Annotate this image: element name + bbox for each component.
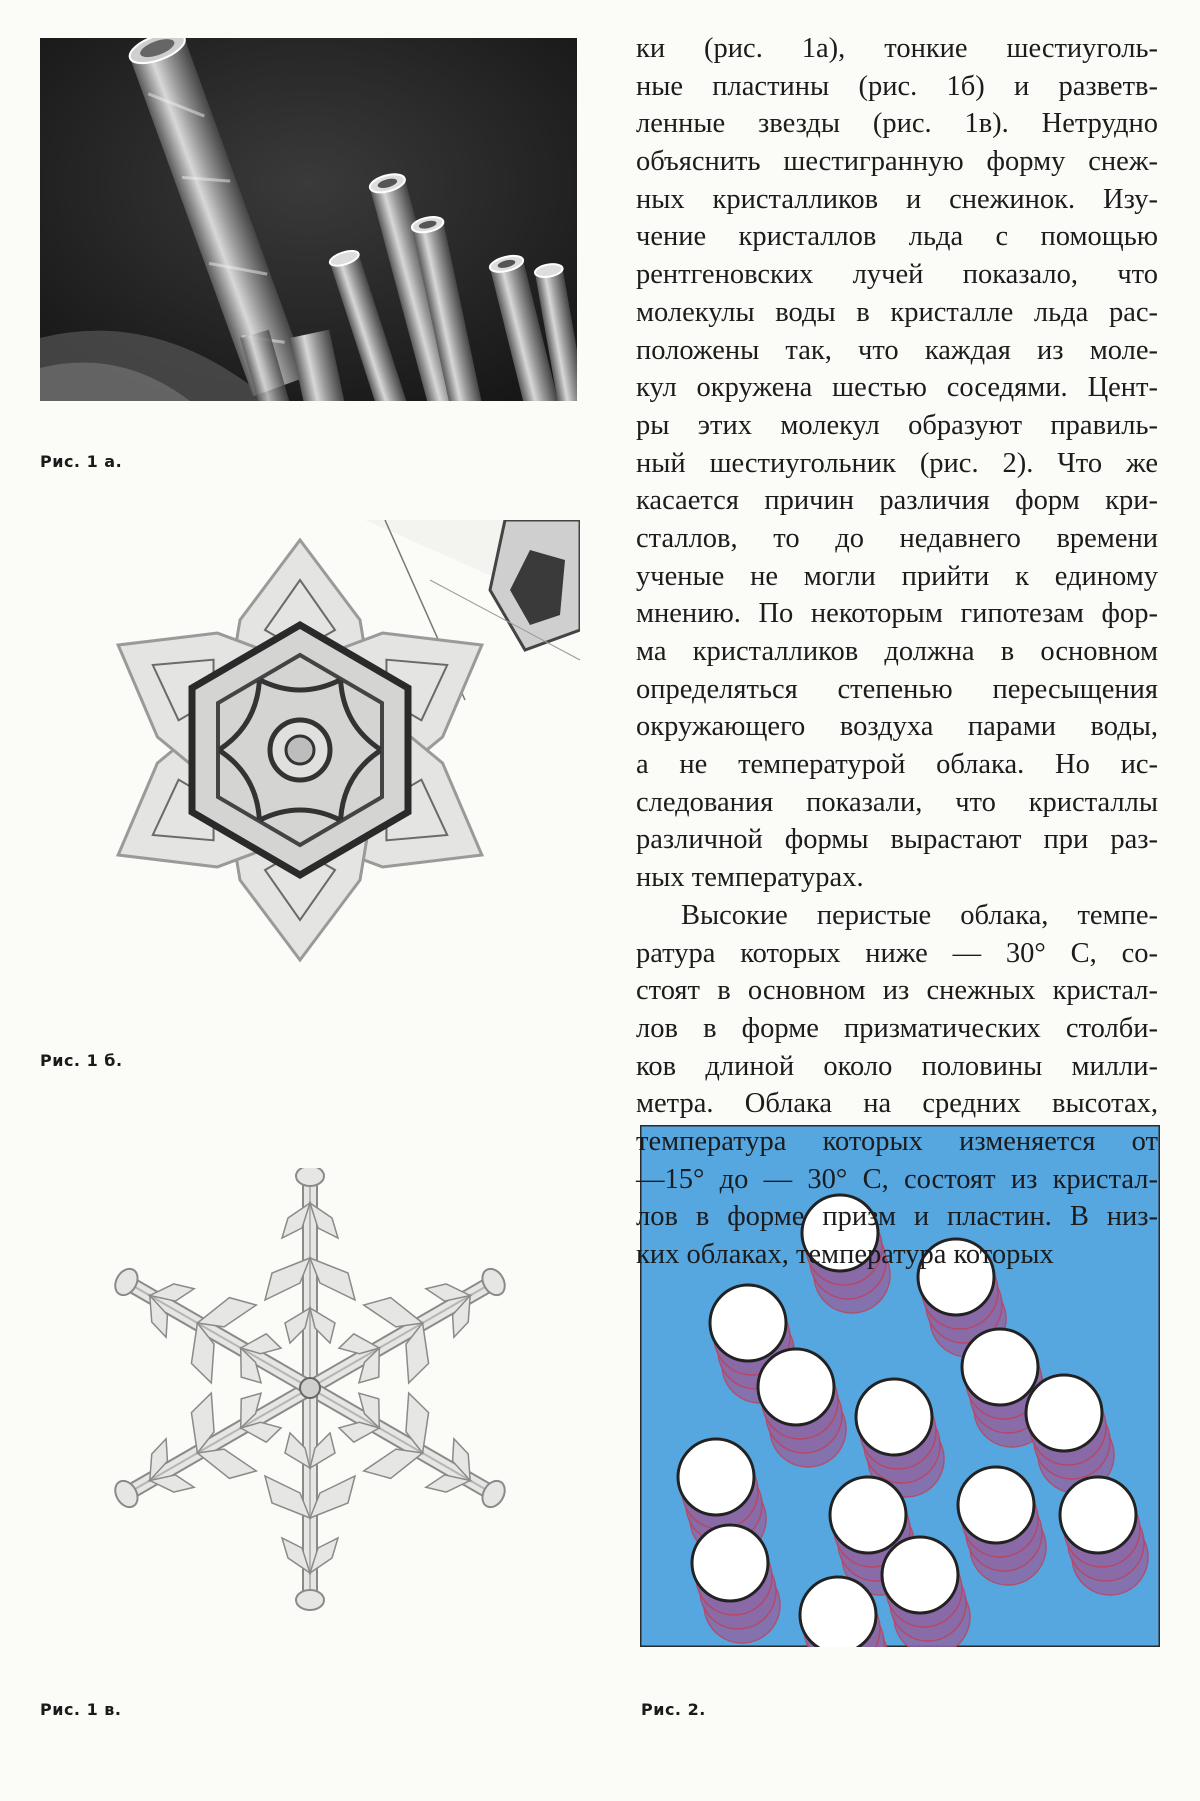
article-line: чение кристаллов льда с помощью [636,221,1158,253]
article-line: мнению. По некоторым гипотезам фор- [636,598,1158,630]
figure-1v-photo [75,1168,575,1638]
water-molecule [958,1467,1034,1543]
article-line: сталлов, то до недавнего времени [636,522,1158,554]
article-line: различной формы вырастают при раз- [636,824,1158,856]
article-line: ных кристалликов и снежинок. Изу- [636,183,1158,215]
article-line: ки (рис. 1а), тонкие шестиуголь- [636,33,1158,64]
figure-1a-photo [40,38,577,401]
article-line: ков длиной около половины милли- [636,1050,1158,1082]
article-line: ры этих молекул образуют правиль- [636,409,1158,441]
water-molecule [830,1477,906,1553]
article-line: температура которых изменяется от [636,1125,1158,1157]
figure-1v-caption: Рис. 1 в. [40,1700,122,1719]
article-line: ный шестиугольник (рис. 2). Что же [636,447,1158,479]
figure-1b-caption: Рис. 1 б. [40,1051,123,1070]
water-molecule [678,1439,754,1515]
water-molecule [800,1577,876,1647]
water-molecule [710,1285,786,1361]
article-line: ные пластины (рис. 1б) и разветв- [636,70,1158,102]
article-line: ких облаках, температура которых [636,1239,1054,1270]
article-line: положены так, что каждая из моле- [636,334,1158,366]
article-line: —15° до — 30° С, состоят из кристал- [636,1163,1158,1195]
water-molecule [1026,1375,1102,1451]
figure-1a-caption: Рис. 1 а. [40,452,123,471]
figure-1b-photo [85,520,580,975]
article-line: окружающего воздуха парами воды, [636,711,1158,743]
article-line: лов в форме призм и пластин. В низ- [636,1201,1158,1233]
article-line: следования показали, что кристаллы [636,786,1158,818]
article-line: Высокие перистые облака, темпе- [681,899,1158,931]
water-molecule [962,1329,1038,1405]
article-line: ленные звезды (рис. 1в). Нетрудно [636,108,1158,140]
article-line: а не температурой облака. Но ис- [636,749,1158,781]
article-line: лов в форме призматических столби- [636,1012,1158,1044]
water-molecule [882,1537,958,1613]
water-molecule [856,1379,932,1455]
article-text-column [636,30,1158,1274]
article-line: ученые не могли прийти к единому [636,560,1158,592]
water-molecule [1060,1477,1136,1553]
article-line: объяснить шестигранную форму снеж- [636,146,1158,178]
article-line: касается причин различия форм кри- [636,485,1158,517]
article-line: стоят в основном из снежных кристал- [636,975,1158,1007]
article-line: определяться степенью пересыщения [636,673,1158,705]
article-line: молекулы воды в кристалле льда рас- [636,296,1158,328]
figure-2-caption: Рис. 2. [641,1700,706,1719]
article-line: ратура которых ниже — 30° С, со- [636,937,1158,969]
article-line: ма кристалликов должна в основном [636,636,1158,667]
water-molecule [692,1525,768,1601]
article-line: кул окружена шестью соседями. Цент- [636,372,1158,404]
article-line: рентгеновских лучей показало, что [636,259,1158,291]
water-molecule [758,1349,834,1425]
article-line: ных температурах. [636,862,864,894]
article-line: метра. Облака на средних высотах, [636,1088,1158,1120]
